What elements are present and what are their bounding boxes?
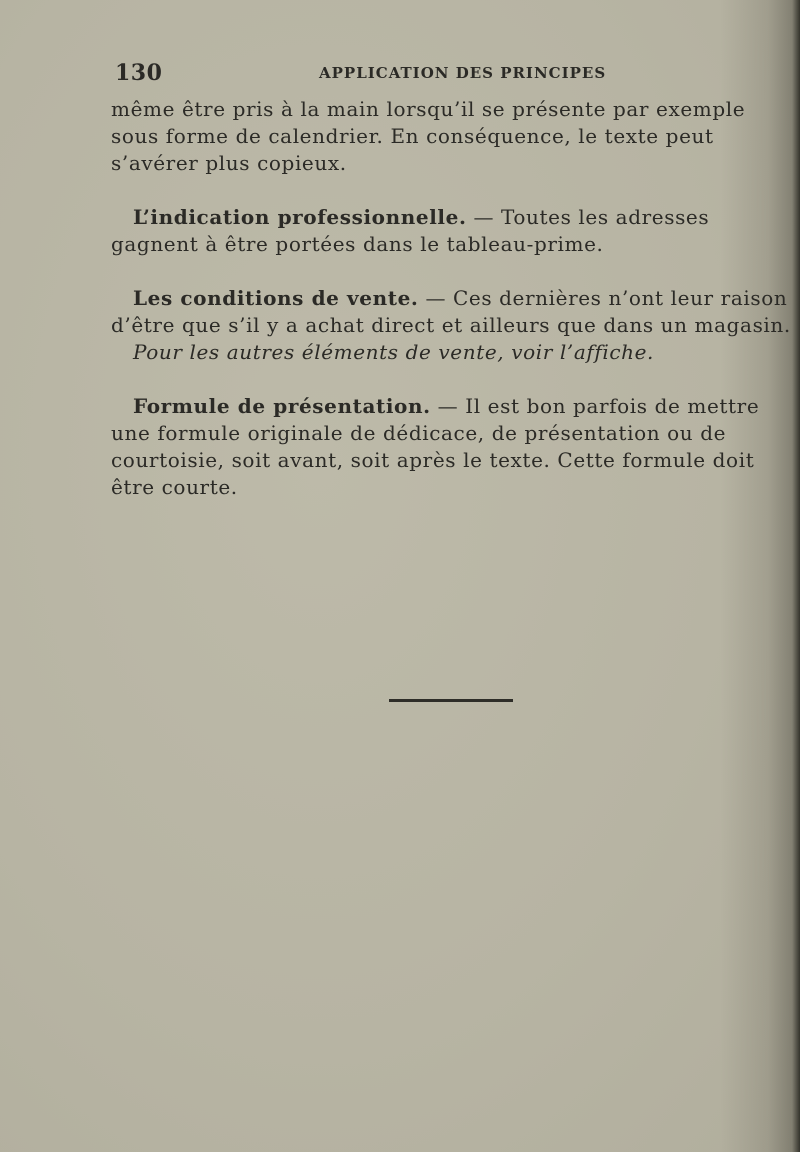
paragraph-conditions-vente bbox=[111, 285, 791, 339]
paragraph-autres-elements: Pour les autres éléments de vente, voir l’affiche. bbox=[133, 340, 655, 364]
running-head: APPLICATION DES PRINCIPES bbox=[319, 64, 607, 82]
paragraph-indication-professionnelle bbox=[111, 204, 791, 258]
section-heading-formule: Formule de présentation. bbox=[133, 394, 431, 418]
page-text bbox=[111, 96, 791, 501]
section-heading-indication: L’indication professionnelle. bbox=[133, 205, 467, 229]
section-text-formule: — Il est bon parfois de mettre une formule originale de dédicace, de présentation ou de courtoisie, soit avant, soit après le texte. Cette formule doit être courte. bbox=[111, 394, 760, 499]
paragraph-formule-presentation bbox=[111, 393, 791, 501]
section-end-rule bbox=[389, 699, 513, 702]
page-header bbox=[115, 60, 675, 86]
page-number: 130 bbox=[115, 60, 163, 86]
section-text-conditions: — Ces dernières n’ont leur raison d’être que s’il y a achat direct et ailleurs que dans un magasin. bbox=[111, 286, 791, 337]
section-text-indication: — Toutes les adresses gagnent à être portées dans le tableau-prime. bbox=[111, 205, 710, 256]
section-heading-conditions: Les conditions de vente. bbox=[133, 286, 419, 310]
paragraph-continuation: même être pris à la main lorsqu’il se présente par exemple sous forme de calendrier. En conséquence, le texte peut s’avérer plus copieux. bbox=[111, 97, 746, 175]
